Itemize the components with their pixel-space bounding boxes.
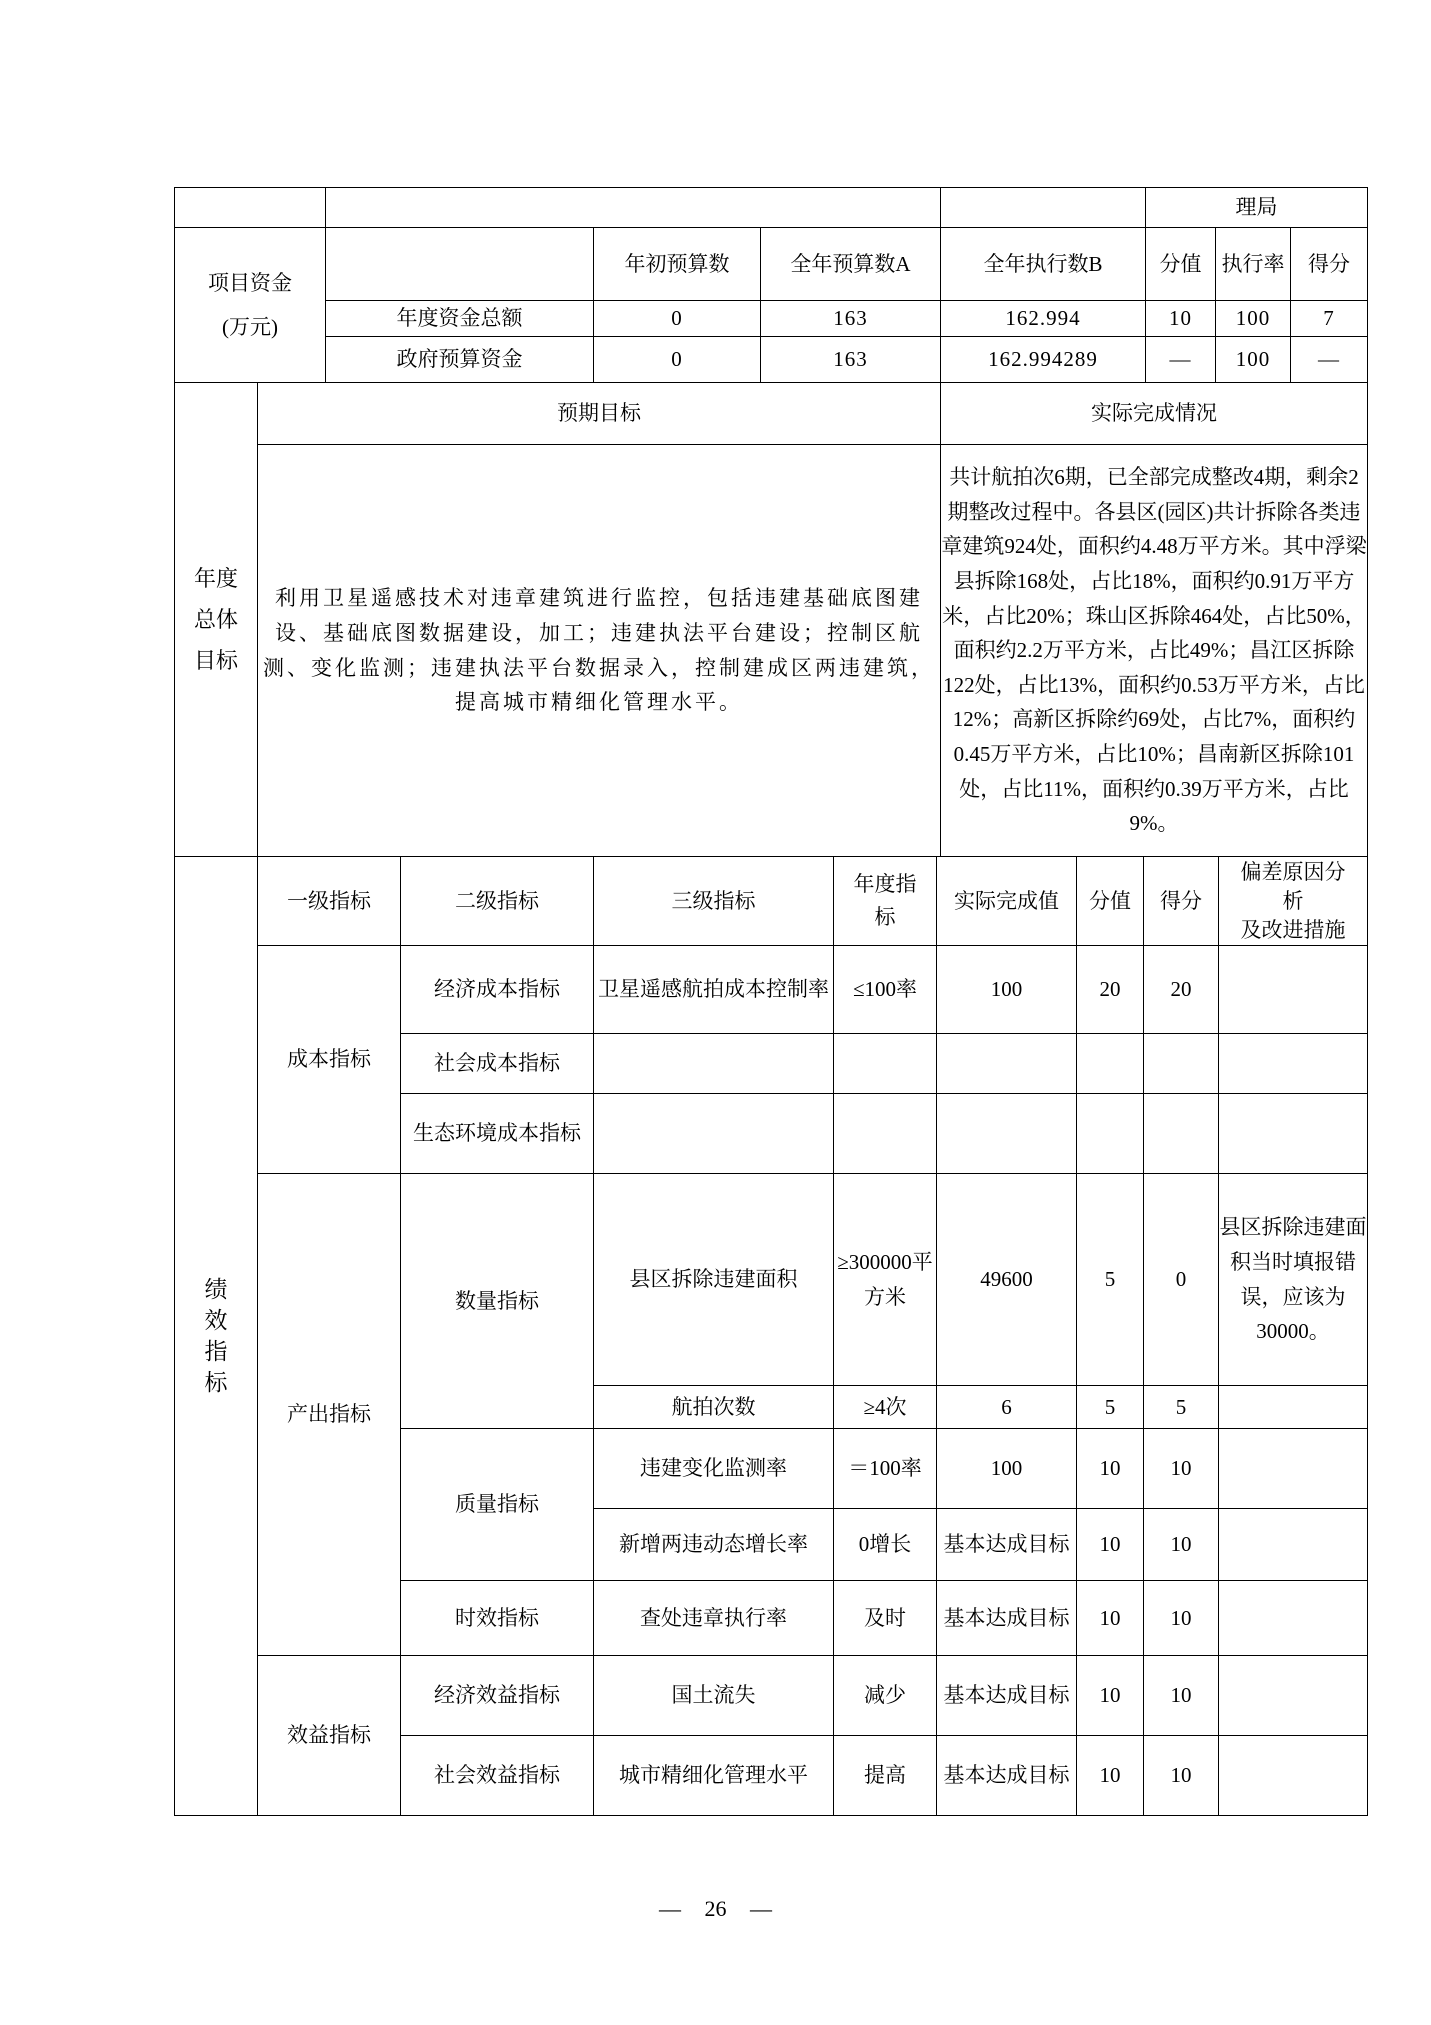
actual-value: 基本达成目标 — [937, 1581, 1077, 1656]
score-value: 5 — [1144, 1386, 1219, 1429]
fund-score-value: 7 — [1291, 301, 1368, 337]
fund-executed-value: 162.994 — [941, 301, 1146, 337]
annual-target: 提高 — [834, 1736, 937, 1816]
points-value: 10 — [1077, 1736, 1144, 1816]
annual-target — [834, 1034, 937, 1094]
score-value: 10 — [1144, 1429, 1219, 1509]
level3-indicator: 查处违章执行率 — [594, 1581, 834, 1656]
points-value: 5 — [1077, 1386, 1144, 1429]
level1-indicator: 成本指标 — [258, 946, 401, 1174]
fund-rate-value: 100 — [1216, 301, 1291, 337]
column-header-deviation — [1219, 857, 1368, 946]
annual-target: 0增长 — [834, 1509, 937, 1581]
deviation-note — [1219, 1034, 1368, 1094]
deviation-note — [1219, 946, 1368, 1034]
carryover-text: 理局 — [1146, 188, 1368, 228]
level2-indicator: 经济效益指标 — [401, 1656, 594, 1736]
level3-indicator: 卫星遥感航拍成本控制率 — [594, 946, 834, 1034]
level1-indicator: 效益指标 — [258, 1656, 401, 1816]
annual-target — [834, 1094, 937, 1174]
actual-value: 基本达成目标 — [937, 1736, 1077, 1816]
column-header-initial-budget: 年初预算数 — [594, 228, 761, 301]
points-value — [1077, 1034, 1144, 1094]
annual-target: ≤100率 — [834, 946, 937, 1034]
deviation-note — [1219, 1509, 1368, 1581]
funds-label-line2: (万元) — [222, 315, 278, 339]
column-header-executed: 全年执行数B — [941, 228, 1146, 301]
carryover-row — [175, 188, 1368, 228]
empty-cell — [326, 188, 941, 228]
points-value — [1077, 1094, 1144, 1174]
fund-executed-value: 162.994289 — [941, 337, 1146, 383]
fund-score-value: — — [1291, 337, 1368, 383]
actual-value: 100 — [937, 946, 1077, 1034]
score-value — [1144, 1094, 1219, 1174]
level2-indicator: 时效指标 — [401, 1581, 594, 1656]
level2-indicator: 生态环境成本指标 — [401, 1094, 594, 1174]
level3-indicator: 违建变化监测率 — [594, 1429, 834, 1509]
annual-target: 减少 — [834, 1656, 937, 1736]
level2-indicator: 社会效益指标 — [401, 1736, 594, 1816]
indicators-label-text: 绩效指标 — [204, 1277, 228, 1395]
fund-initial-value: 0 — [594, 301, 761, 337]
actual-value — [937, 1034, 1077, 1094]
expected-goal-header: 预期目标 — [258, 383, 941, 445]
table-row — [175, 337, 1368, 383]
level3-indicator — [594, 1034, 834, 1094]
column-header-exec-rate: 执行率 — [1216, 228, 1291, 301]
annual-target: ＝100率 — [834, 1429, 937, 1509]
level2-indicator: 经济成本指标 — [401, 946, 594, 1034]
performance-indicators-table — [174, 856, 1368, 1816]
points-value: 10 — [1077, 1581, 1144, 1656]
indicators-section-label — [175, 857, 258, 1816]
level3-indicator: 国土流失 — [594, 1656, 834, 1736]
score-value: 10 — [1144, 1656, 1219, 1736]
goals-header-row — [175, 383, 1368, 445]
project-funds-table — [174, 187, 1368, 383]
empty-cell — [175, 188, 326, 228]
level3-indicator: 县区拆除违建面积 — [594, 1174, 834, 1386]
fund-points-value: — — [1146, 337, 1216, 383]
level3-indicator: 城市精细化管理水平 — [594, 1736, 834, 1816]
deviation-note — [1219, 1581, 1368, 1656]
level1-indicator: 产出指标 — [258, 1174, 401, 1656]
annual-target: 及时 — [834, 1581, 937, 1656]
deviation-note — [1219, 1386, 1368, 1429]
score-value — [1144, 1034, 1219, 1094]
expected-goal-text: 利用卫星遥感技术对违章建筑进行监控，包括违建基础底图建设、基础底图数据建设，加工；违建执法平台建设；控制区航测、变化监测；违建执法平台数据录入，控制建成区两违建筑，提高城市精细化管理水平。 — [258, 445, 941, 857]
points-value: 10 — [1077, 1509, 1144, 1581]
deviation-note — [1219, 1094, 1368, 1174]
goals-content-row — [175, 445, 1368, 857]
column-header-level1: 一级指标 — [258, 857, 401, 946]
deviation-note — [1219, 1736, 1368, 1816]
deviation-header-line1: 偏差原因分析 — [1240, 859, 1346, 913]
fund-annual-value: 163 — [761, 337, 941, 383]
level2-indicator: 数量指标 — [401, 1174, 594, 1429]
table-row — [175, 1174, 1368, 1386]
level2-indicator: 社会成本指标 — [401, 1034, 594, 1094]
fund-annual-value: 163 — [761, 301, 941, 337]
deviation-header-line2: 及改进措施 — [1240, 917, 1346, 942]
actual-value: 100 — [937, 1429, 1077, 1509]
table-row — [175, 946, 1368, 1034]
actual-completion-header: 实际完成情况 — [941, 383, 1368, 445]
actual-value: 49600 — [937, 1174, 1077, 1386]
annual-target: ≥300000平方米 — [834, 1174, 937, 1386]
column-header-target: 年度指标 — [834, 857, 937, 946]
annual-goals-table — [174, 382, 1368, 857]
empty-cell — [326, 228, 594, 301]
actual-value: 基本达成目标 — [937, 1656, 1077, 1736]
points-value: 20 — [1077, 946, 1144, 1034]
score-value: 10 — [1144, 1509, 1219, 1581]
level3-indicator — [594, 1094, 834, 1174]
table-row — [175, 1656, 1368, 1736]
fund-row-name: 年度资金总额 — [326, 301, 594, 337]
deviation-note — [1219, 1656, 1368, 1736]
column-header-score: 得分 — [1144, 857, 1219, 946]
fund-points-value: 10 — [1146, 301, 1216, 337]
actual-completion-text: 共计航拍次6期，已全部完成整改4期，剩余2期整改过程中。各县区(园区)共计拆除各类违章建筑924处，面积约4.48万平方米。其中浮梁县拆除168处，占比18%，面积约0.91万平方米，占比20%；珠山区拆除464处，占比50%，面积约2.2万平方米，占比49%；昌江区拆除122处，占比13%，面积约0.53万平方米，占比12%；高新区拆除约69处，占比7%，面积约0.45万平方米，占比10%；昌南新区拆除101处，占比11%，面积约0.39万平方米，占比9%。 — [941, 445, 1368, 857]
deviation-note — [1219, 1429, 1368, 1509]
actual-value: 基本达成目标 — [937, 1509, 1077, 1581]
points-value: 5 — [1077, 1174, 1144, 1386]
deviation-note: 县区拆除违建面积当时填报错误，应该为30000。 — [1219, 1174, 1368, 1386]
report-table-group — [174, 187, 1367, 1816]
score-value: 20 — [1144, 946, 1219, 1034]
level3-indicator: 航拍次数 — [594, 1386, 834, 1429]
indicators-header-row — [175, 857, 1368, 946]
column-header-actual: 实际完成值 — [937, 857, 1077, 946]
column-header-score: 得分 — [1291, 228, 1368, 301]
goals-section-label — [175, 383, 258, 857]
column-header-annual-budget: 全年预算数A — [761, 228, 941, 301]
level2-indicator: 质量指标 — [401, 1429, 594, 1581]
annual-target: ≥4次 — [834, 1386, 937, 1429]
actual-value: 6 — [937, 1386, 1077, 1429]
funds-header-row — [175, 228, 1368, 301]
page-number: — 26 — — [659, 1896, 772, 1921]
column-header-level3: 三级指标 — [594, 857, 834, 946]
table-row — [175, 301, 1368, 337]
points-value: 10 — [1077, 1429, 1144, 1509]
empty-cell — [941, 188, 1146, 228]
column-header-level2: 二级指标 — [401, 857, 594, 946]
actual-value — [937, 1094, 1077, 1174]
column-header-points: 分值 — [1077, 857, 1144, 946]
goals-label-text: 年度总体目标 — [193, 566, 238, 673]
fund-row-name: 政府预算资金 — [326, 337, 594, 383]
funds-label-line1: 项目资金 — [208, 271, 292, 295]
score-value: 10 — [1144, 1581, 1219, 1656]
score-value: 10 — [1144, 1736, 1219, 1816]
score-value: 0 — [1144, 1174, 1219, 1386]
fund-initial-value: 0 — [594, 337, 761, 383]
fund-rate-value: 100 — [1216, 337, 1291, 383]
column-header-points: 分值 — [1146, 228, 1216, 301]
level3-indicator: 新增两违动态增长率 — [594, 1509, 834, 1581]
funds-section-label — [175, 228, 326, 383]
points-value: 10 — [1077, 1656, 1144, 1736]
